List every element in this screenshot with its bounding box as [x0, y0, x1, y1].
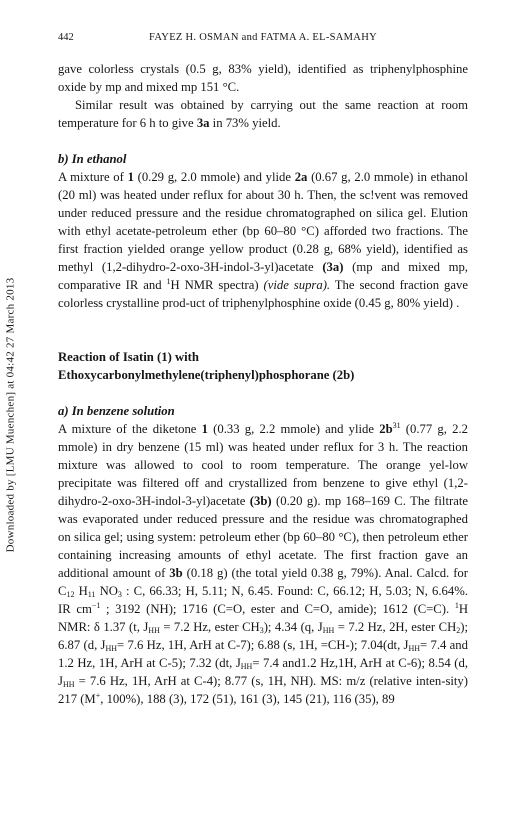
paragraph-benzene-procedure: A mixture of the diketone 1 (0.33 g, 2.2 mmole) and ylide $2b^{31}$ (0.77 g, 2.2 mmole) in dry benzene (15 ml) was heated under reflux for 3 h. The reaction mixture was allowed to cool to room temperature. The orange yel-low precipitate was filtered off and crystallized from benzene to give ethyl (1,2-dihydro-2-oxo-3H-indol-3-yl)acetate (3b) (0.20 g). mp 168–169 C. The filtrate was evaporated under reduced pressure and the residue was chromatographed on silica gel; using system: petroleum ether (bp 60–80 °C), then petroleum ether containing increasing amounts of ethyl acetate. The first fraction gave an additional amount of 3b (0.18 g) (the total yield 0.38 g, 79%). Anal. Calcd. for $C_{12}$ $H_{11}$ $NO_3$ : C, 66.33; H, 5.11; N, 6.45. Found: C, 66.12; H, 5.03; N, 6.64%. IR $cm^{-1}$ ; 3192 (NH); 1716 (C=O, ester and C=O, amide); 1612 (C=C). $^1$H NMR: δ 1.37 (t, $J_{HH} = 7.2$ Hz, ester $CH_3$); 4.34 (q, $J_{HH} = 7.2$ Hz, 2H, ester $CH_2$); 6.87 (d, $J_{HH}= 7.6$ Hz, 1H, ArH at C-7); 6.88 (s, 1H, =CH-); 7.04(dt, $J_{HH}= 7.4$ and 1.2 Hz, 1H, ArH at C-5); 7.32 (dt, $J_{HH}= 7.4$ and1.2 Hz,1H, ArH at C-6); 8.54 (d, $J_{HH} = 7.6$ Hz, 1H, ArH at C-4); 8.77 (s, 1H, NH). MS: m/z (relative inten-sity) 217 (M+, 100%), 188 (3), 172 (51), 161 (3), 145 (21), 116 (35), 89 [58, 421, 468, 706]
page-body [58, 60, 468, 708]
page-number: 442 [58, 32, 74, 43]
section-heading-benzene: a) In benzene solution [58, 404, 175, 418]
download-watermark [1, 195, 19, 635]
reaction-heading: Reaction of Isatin (1) with Ethoxycarbonylmethylene(triphenyl)phosphorane (2b) [58, 350, 355, 382]
paragraph-continuation: gave colorless crystals (0.5 g, 83% yield), identified as triphenylphosphine oxide by mp and mixed mp 151 °C. [58, 62, 468, 94]
paragraph-room-temperature: Similar result was obtained by carrying out the same reaction at room temperature for 6 h to give 3a in 73% yield. [58, 98, 468, 130]
download-note: Downloaded by [LMU Muenchen] at 04:42 27 March 2013 [4, 277, 17, 553]
section-heading-ethanol: b) In ethanol [58, 152, 127, 166]
running-authors: FAYEZ H. OSMAN and FATMA A. EL-SAMAHY [149, 32, 377, 43]
paragraph-ethanol-procedure: A mixture of 1 (0.29 g, 2.0 mmole) and ylide 2a (0.67 g, 2.0 mmole) in ethanol (20 ml) was heated under reflux for about 30 h. Then, the sc!vent was removed under reduced pressure and the residue chromatographed on silica gel. Elution with ethyl acetate-petroleum ether (bp 60–80 °C) afforded two fractions. The first fraction yielded orange yellow product (0.28 g, 68% yield), identified as methyl (1,2-dihydro-2-oxo-3H-indol-3-yl)acetate (3a) (mp and mixed mp, comparative IR and $^1$H NMR spectra) (vide supra). The second fraction gave colorless crystalline prod-uct of triphenylphosphine oxide (0.45 g, 80% yield) . [58, 170, 468, 310]
running-header [58, 32, 468, 46]
